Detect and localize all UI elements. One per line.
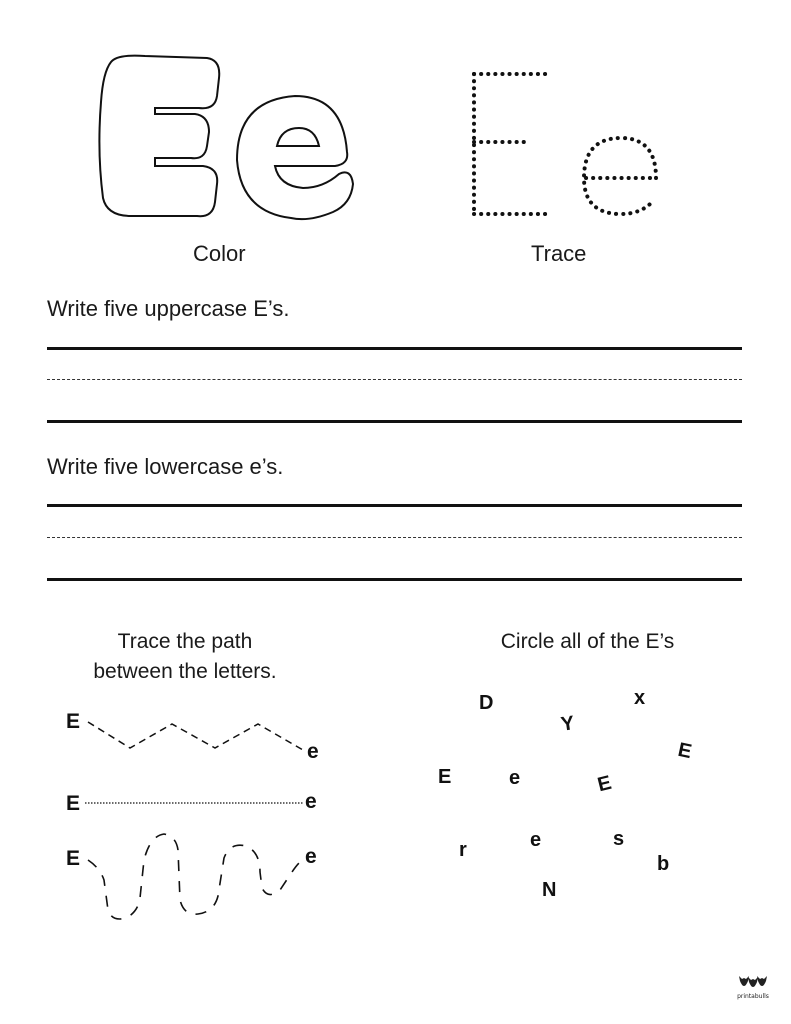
path-row2-end-letter: e bbox=[305, 790, 317, 813]
circle-letter-e-upper-1: E bbox=[675, 738, 694, 764]
zigzag-path bbox=[88, 722, 303, 750]
path-row1-end-letter: e bbox=[307, 740, 319, 763]
logo-text: printabulls bbox=[737, 993, 769, 1000]
path-row2-start-letter: E bbox=[66, 792, 81, 815]
circle-letter-e-upper-3: E bbox=[595, 771, 614, 797]
trace-label: Trace bbox=[531, 241, 587, 266]
circle-letter-e-upper-2: E bbox=[438, 766, 452, 788]
path-row1-start-letter: E bbox=[66, 710, 81, 733]
circle-letter-n: N bbox=[542, 879, 557, 901]
bull-heads-icon bbox=[738, 974, 768, 988]
color-label: Color bbox=[193, 241, 246, 266]
circle-letter-r: r bbox=[459, 839, 467, 861]
circle-letter-y: Y bbox=[559, 712, 576, 736]
trace-path-title-line2: between the letters. bbox=[93, 660, 277, 683]
path-row3-end-letter: e bbox=[305, 845, 317, 868]
uppercase-prompt: Write five uppercase E’s. bbox=[47, 296, 290, 321]
trace-path-title-line1: Trace the path bbox=[117, 630, 253, 653]
wavy-path bbox=[88, 834, 306, 919]
lowercase-prompt: Write five lowercase e’s. bbox=[47, 454, 284, 479]
printabulls-logo bbox=[729, 974, 777, 1000]
circle-letter-d: D bbox=[479, 692, 494, 714]
path-row3-start-letter: E bbox=[66, 847, 81, 870]
circle-letter-x: x bbox=[634, 687, 646, 709]
circle-letter-b: b bbox=[657, 853, 670, 875]
circle-letter-e-lower-2: e bbox=[530, 829, 542, 851]
circle-letters-title: Circle all of the E’s bbox=[500, 630, 675, 653]
circle-letter-e-lower-1: e bbox=[509, 767, 521, 789]
circle-letter-s: s bbox=[613, 828, 625, 850]
